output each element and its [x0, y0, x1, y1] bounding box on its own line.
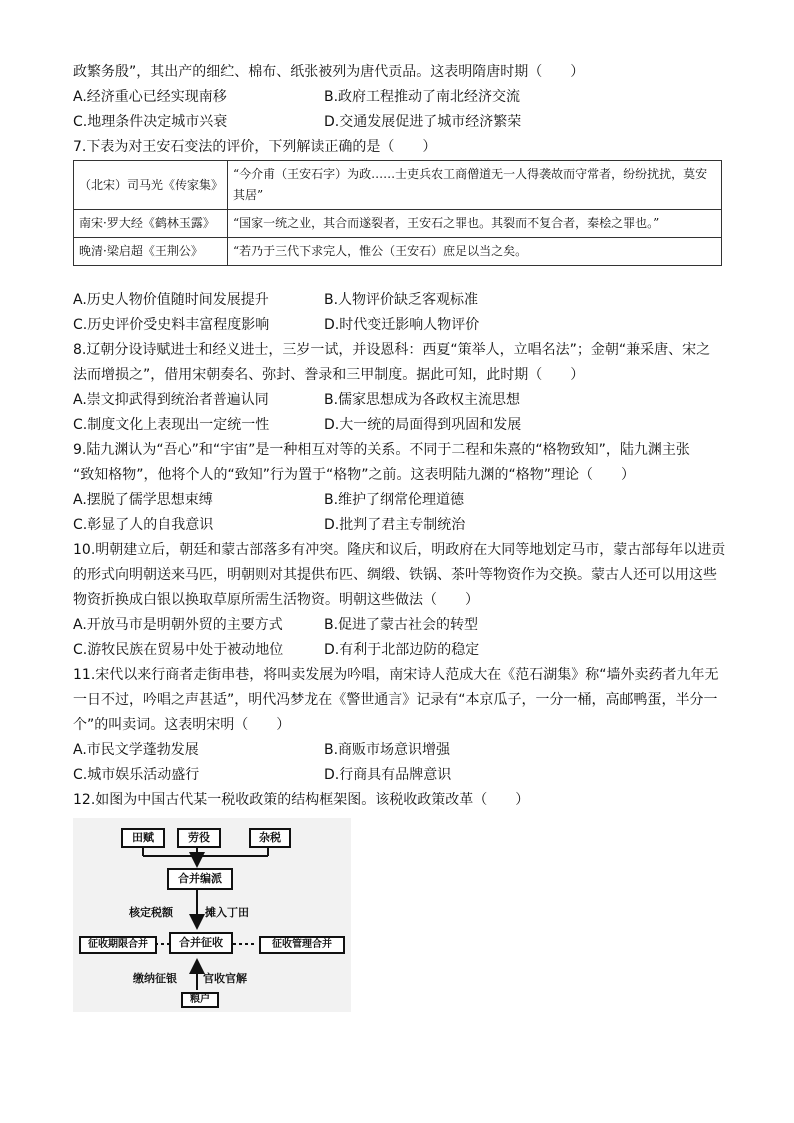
payer-box: 粮户	[181, 992, 219, 1008]
q7-option-b[interactable]: B.人物评价缺乏客观标准	[324, 292, 479, 308]
table-cell-quote: “若乃于三代下求完人，惟公（王安石）庶足以当之矣。	[228, 238, 722, 266]
q8-option-b[interactable]: B.儒家思想成为各政权主流思想	[324, 392, 521, 408]
q10-stem-line3: 物资折换成白银以换取草原所需生活物资。明朝这些做法（ ）	[73, 592, 479, 608]
table-row	[74, 161, 722, 210]
management-merge-box: 征收管理合并	[259, 936, 345, 954]
q8-stem-line2: 法而增损之”，借用宋朝奏名、弥封、誊录和三甲制度。据此可知，此时期（ ）	[73, 367, 585, 383]
table-cell-source: （北宋）司马光《传家集》	[74, 161, 228, 210]
q9-option-d[interactable]: D.批判了君主专制统治	[324, 517, 466, 533]
q6-option-b[interactable]: B.政府工程推动了南北经济交流	[324, 89, 521, 105]
q9-option-b[interactable]: B.维护了纲常伦理道德	[324, 492, 465, 508]
q7-stem: 7.下表为对王安石变法的评价，下列解读正确的是（ ）	[73, 139, 437, 155]
tian-fu-box: 田赋	[121, 828, 165, 848]
q9-option-a[interactable]: A.摆脱了儒学思想束缚	[73, 492, 213, 508]
q8-option-a[interactable]: A.崇文抑武得到统治者普遍认同	[73, 392, 269, 408]
bottom-left-note: 缴纳征银	[133, 972, 177, 985]
q11-stem-line2: 一日不过，吟唱之声甚适”，明代冯梦龙在《警世通言》记录有“本京瓜子，一分一桶，高邮鸭蛋，半分一	[73, 692, 718, 708]
q11-stem-line1: 11.宋代以来行商者走街串巷，将叫卖发展为吟唱，南宋诗人范成大在《范石湖集》称“墙外卖药者九年无	[73, 667, 719, 683]
left-note: 核定税额	[129, 906, 173, 919]
q10-stem-line2: 的形式向明朝送来马匹，明朝则对其提供布匹、绸缎、铁锅、茶叶等物资作为交换。蒙古人还可以用这些	[73, 567, 717, 583]
table-cell-source: 南宋·罗大经《鹤林玉露》	[74, 210, 228, 238]
q6-option-c[interactable]: C.地理条件决定城市兴衰	[73, 114, 228, 130]
za-shui-box: 杂税	[249, 828, 291, 848]
q11-option-c[interactable]: C.城市娱乐活动盛行	[73, 767, 200, 783]
q11-option-d[interactable]: D.行商具有品牌意识	[324, 767, 452, 783]
lao-yi-box: 劳役	[177, 828, 221, 848]
period-merge-box: 征收期限合并	[79, 936, 157, 954]
table-row	[74, 210, 722, 238]
q10-option-a[interactable]: A.开放马市是明朝外贸的主要方式	[73, 617, 283, 633]
q10-option-b[interactable]: B.促进了蒙古社会的转型	[324, 617, 479, 633]
table-row	[74, 238, 722, 266]
q11-option-b[interactable]: B.商贩市场意识增强	[324, 742, 451, 758]
q9-option-c[interactable]: C.彰显了人的自我意识	[73, 517, 214, 533]
merge-box: 合并编派	[167, 868, 233, 890]
q11-option-a[interactable]: A.市民文学蓬勃发展	[73, 742, 199, 758]
q7-option-d[interactable]: D.时代变迁影响人物评价	[324, 317, 480, 333]
q10-option-d[interactable]: D.有利于北部边防的稳定	[324, 642, 480, 658]
table-cell-quote: “国家一统之业，其合而遂裂者，王安石之罪也。其裂而不复合者，秦桧之罪也。”	[228, 210, 722, 238]
q8-option-c[interactable]: C.制度文化上表现出一定统一性	[73, 417, 270, 433]
q7-option-c[interactable]: C.历史评价受史料丰富程度影响	[73, 317, 270, 333]
q11-stem-line3: 个”的叫卖词。这表明宋明（ ）	[73, 717, 291, 733]
q6-option-a[interactable]: A.经济重心已经实现南移	[73, 89, 227, 105]
right-note: 摊入丁田	[205, 906, 249, 919]
table-cell-quote: “今介甫（王安石字）为政……士吏兵农工商僧道无一人得袭故而守常者，纷纷扰扰，莫安其居”	[228, 161, 722, 210]
q10-option-c[interactable]: C.游牧民族在贸易中处于被动地位	[73, 642, 284, 658]
q12-stem: 12.如图为中国古代某一税收政策的结构框架图。该税收政策改革（ ）	[73, 792, 530, 808]
q10-stem-line1: 10.明朝建立后，朝廷和蒙古部落多有冲突。隆庆和议后，明政府在大同等地划定马市，蒙古部每年以进贡	[73, 542, 726, 558]
tax-structure-diagram	[73, 818, 351, 1012]
q9-stem-line1: 9.陆九渊认为“吾心”和“宇宙”是一种相互对等的关系。不同于二程和朱熹的“格物致知”，陆九渊主张	[73, 442, 690, 458]
collect-box: 合并征收	[169, 932, 233, 954]
q8-option-d[interactable]: D.大一统的局面得到巩固和发展	[324, 417, 522, 433]
q6-option-d[interactable]: D.交通发展促进了城市经济繁荣	[324, 114, 522, 130]
q6-stem: 政繁务殷”，其出产的细纻、棉布、纸张被列为唐代贡品。这表明隋唐时期（ ）	[73, 64, 585, 80]
q7-option-a[interactable]: A.历史人物价值随时间发展提升	[73, 292, 269, 308]
q9-stem-line2: “致知格物”，他将个人的“致知”行为置于“格物”之前。这表明陆九渊的“格物”理论（ ）	[73, 467, 636, 483]
table-cell-source: 晚清·梁启超《王荆公》	[74, 238, 228, 266]
q8-stem-line1: 8.辽朝分设诗赋进士和经义进士，三岁一试，并设恩科：西夏“策举人，立唱名法”；金朝“兼采唐、宋之	[73, 342, 711, 358]
q7-table	[73, 160, 722, 266]
bottom-right-note: 官收官解	[203, 972, 247, 985]
